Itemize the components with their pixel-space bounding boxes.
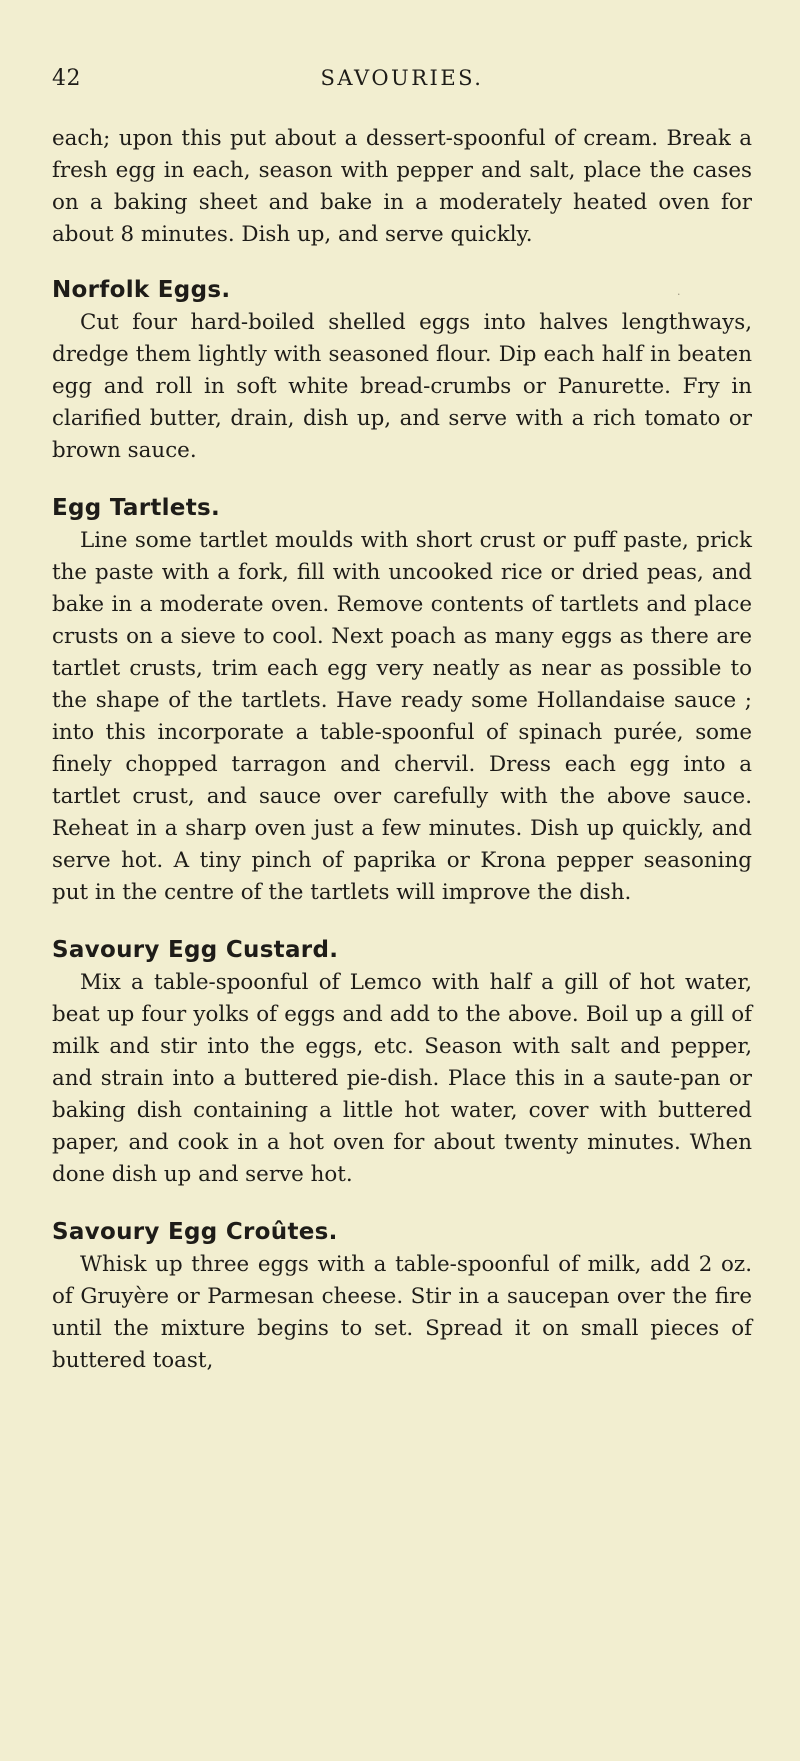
recipe-text: Cut four hard-boiled shelled eggs into halves lengthways, dredge them lightly with seasoned flour. Dip each half in beaten egg and roll in soft white bread-crumbs or Panurette. Fry in clarified butter, drain, dish up, and serve with a rich tomato or brown sauce.	[52, 310, 752, 463]
recipe-text: Line some tartlet moulds with short crust or puff paste, prick the paste with a fork, fill with uncooked rice or dried peas, and bake in a moderate oven. Remove contents of tartlets and place crusts on a sieve to cool. Next poach as many eggs as there are tartlet crusts, trim each egg very neatly as near as possible to the shape of the tartlets. Have ready some Hollandaise sauce ; into this incorporate a table-spoonful of spinach purée, some finely chopped tarragon and chervil. Dress each egg into a tartlet crust, and sauce over carefully with the above sauce. Reheat in a sharp oven just a few minutes. Dish up quickly, and serve hot. A tiny pinch of paprika or Krona pepper seasoning put in the centre of the tartlets will improve the dish.	[52, 528, 752, 905]
recipe-text: Whisk up three eggs with a table-spoonful of milk, add 2 oz. of Gruyère or Parmesan cheese. Stir in a saucepan over the fire until the mixture begins to set. Spread it on small pieces of buttered toast,	[52, 1252, 752, 1373]
ink-speck-mark: ·	[677, 288, 681, 301]
recipe-title: Egg Tartlets.	[52, 495, 221, 521]
page-content	[52, 123, 752, 1377]
running-head	[52, 66, 752, 96]
recipe-savoury-egg-croutes	[52, 1217, 752, 1377]
recipe-norfolk-eggs	[52, 275, 752, 467]
recipe-text: Mix a table-spoonful of Lemco with half a gill of hot water, beat up four yolks of eggs and add to the above. Boil up a gill of milk and stir into the eggs, etc. Season with salt and pepper, and strain into a buttered pie-dish. Place this in a saute-pan or baking dish containing a little hot water, cover with buttered paper, and cook in a hot oven for about twenty minutes. When done dish up and serve hot.	[52, 970, 752, 1187]
recipe-title: Savoury Egg Croûtes.	[52, 1219, 338, 1245]
recipe-egg-tartlets	[52, 493, 752, 909]
continued-paragraph: each; upon this put about a dessert-spoonful of cream. Break a fresh egg in each, season with pepper and salt, place the cases on a baking sheet and bake in a moderately heated oven for about 8 minutes. Dish up, and serve quickly.	[52, 126, 752, 247]
page-header: SAVOURIES.	[320, 66, 484, 90]
recipe-savoury-egg-custard	[52, 935, 752, 1191]
recipe-title: Norfolk Eggs.	[52, 277, 231, 303]
page-number: 42	[52, 66, 81, 91]
recipe-title: Savoury Egg Custard.	[52, 937, 339, 963]
